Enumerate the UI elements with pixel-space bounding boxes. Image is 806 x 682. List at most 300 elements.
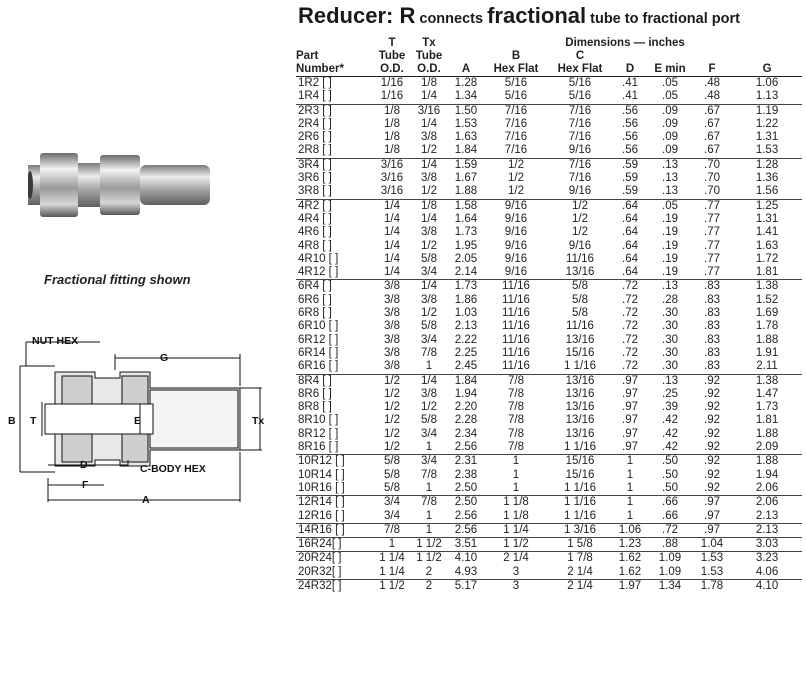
dim-e-min: .09 — [648, 104, 692, 118]
t-tube-od: 3/8 — [384, 293, 400, 306]
dim-d: .72 — [622, 293, 638, 306]
tx-tube-od: 7/8 — [421, 468, 437, 481]
table-row — [296, 510, 802, 524]
c-body-hex-label: C-BODY HEX — [140, 463, 206, 475]
dim-g: 1.06 — [732, 77, 802, 91]
tx-tube-od: 3/4 — [410, 455, 448, 469]
t-tube-od: 3/8 — [384, 333, 400, 346]
table-row — [296, 374, 802, 388]
dim-e-min: .42 — [662, 414, 678, 427]
dim-f: .48 — [692, 77, 732, 91]
dim-e-min: .09 — [662, 117, 678, 130]
t-tube-od: 1 — [374, 538, 410, 552]
table-row — [296, 388, 802, 401]
dim-g: 1.22 — [755, 117, 779, 130]
dim-a: 2.22 — [454, 333, 478, 346]
table-row — [296, 104, 802, 118]
dim-f: .92 — [704, 468, 720, 481]
dim-g: 2.11 — [756, 360, 778, 373]
tx-tube-od: 1/4 — [410, 158, 448, 172]
part-number: 8R8 [ ] — [298, 401, 332, 414]
tx-label: Tx — [252, 415, 265, 427]
e-label: E — [134, 415, 142, 427]
tx-tube-od: 1/2 — [421, 307, 437, 320]
photo-caption: Fractional fitting shown — [44, 272, 191, 287]
dim-f: .83 — [704, 307, 720, 320]
dim-f: .92 — [704, 387, 720, 400]
header-b: B — [511, 50, 521, 62]
dim-b-hex: 7/8 — [508, 401, 524, 414]
tx-tube-od: 3/4 — [421, 333, 437, 346]
table-row — [296, 496, 802, 510]
t-tube-od: 1/8 — [384, 131, 400, 144]
tx-tube-od: 3/8 — [421, 131, 437, 144]
tx-tube-od: 3/8 — [421, 387, 437, 400]
dim-f: 1.53 — [700, 565, 724, 578]
dim-e-min: .30 — [662, 360, 678, 373]
dim-g: 1.19 — [732, 104, 802, 118]
dim-a: 1.64 — [454, 212, 478, 225]
dim-b-hex: 9/16 — [484, 199, 548, 213]
table-row — [296, 144, 802, 158]
dim-e-min: 1.09 — [658, 565, 682, 578]
header-c-hex: Hex Flat — [548, 63, 612, 77]
part-number: 4R12 [ ] — [298, 266, 339, 279]
dim-f: .83 — [704, 320, 720, 333]
tx-tube-od: 5/8 — [421, 320, 437, 333]
tx-tube-od: 1/2 — [421, 144, 437, 157]
dim-g: 1.47 — [755, 387, 779, 400]
dim-d: .59 — [622, 185, 638, 198]
dim-b-hex: 7/16 — [504, 131, 528, 144]
dim-f: .77 — [692, 199, 732, 213]
table-row — [296, 414, 802, 427]
dim-b-hex: 1 1/2 — [484, 538, 548, 552]
dim-g: 3.03 — [732, 538, 802, 552]
dim-a: 1.28 — [448, 77, 484, 91]
dim-f: .77 — [704, 266, 720, 279]
dim-f: 1.78 — [692, 579, 732, 593]
tx-tube-od: 1/8 — [410, 199, 448, 213]
dim-e-min: .28 — [662, 293, 678, 306]
dim-d: 1.62 — [618, 565, 642, 578]
dim-b-hex: 11/16 — [484, 280, 548, 294]
part-number: 3R4 [ ] — [296, 158, 374, 172]
dim-g: 1.31 — [755, 131, 779, 144]
table-row — [296, 90, 802, 104]
dim-b-hex: 5/16 — [484, 77, 548, 91]
part-number: 4R2 [ ] — [296, 199, 374, 213]
header-e-min: E min — [648, 63, 692, 77]
g-label: G — [160, 352, 169, 364]
header-t: T — [388, 37, 396, 49]
t-tube-od: 3/8 — [384, 360, 400, 373]
dim-d: .97 — [622, 401, 638, 414]
dim-e-min: .30 — [662, 307, 678, 320]
dim-e-min: .88 — [648, 538, 692, 552]
dim-a: 1.84 — [448, 374, 484, 388]
header-d: D — [612, 63, 648, 77]
t-tube-od: 1/4 — [384, 212, 400, 225]
dim-c-hex: 13/16 — [548, 374, 612, 388]
dim-c-hex: 1/2 — [572, 212, 588, 225]
dim-c-hex: 13/16 — [565, 414, 595, 427]
tx-tube-od: 2 — [425, 565, 433, 578]
dim-e-min: .19 — [662, 252, 678, 265]
dim-f: .92 — [704, 427, 720, 440]
dimensions-table-container — [296, 37, 802, 593]
tx-tube-od: 1/4 — [421, 212, 437, 225]
dim-e-min: .13 — [648, 374, 692, 388]
dim-c-hex: 2 1/4 — [548, 579, 612, 593]
dim-d: 1.06 — [612, 523, 648, 537]
tx-tube-od: 7/8 — [421, 346, 437, 359]
dim-a: 1.67 — [454, 172, 478, 185]
dim-c-hex: 1 1/16 — [564, 360, 596, 373]
header-t-tube: Tube — [378, 50, 406, 62]
dim-e-min: .19 — [662, 226, 678, 239]
dim-g: 1.81 — [755, 266, 779, 279]
part-number: 10R14 [ ] — [298, 468, 345, 481]
part-number: 10R16 [ ] — [298, 481, 345, 494]
table-row — [296, 334, 802, 347]
part-number: 2R3 [ ] — [296, 104, 374, 118]
part-number: 8R4 [ ] — [296, 374, 374, 388]
table-row — [296, 482, 802, 496]
dim-f: .83 — [704, 293, 720, 306]
dim-a: 4.10 — [448, 552, 484, 566]
dim-c-hex: 13/16 — [565, 266, 595, 279]
dim-f: .83 — [704, 360, 720, 373]
dim-f: .77 — [704, 239, 720, 252]
dim-a: 1.73 — [454, 226, 478, 239]
t-tube-od: 7/8 — [374, 523, 410, 537]
dim-a: 1.34 — [454, 90, 478, 103]
part-number: 16R24[ ] — [296, 538, 374, 552]
dim-g: 1.88 — [755, 427, 779, 440]
dim-c-hex: 5/16 — [548, 77, 612, 91]
table-row — [296, 240, 802, 253]
tx-tube-od: 1/4 — [421, 117, 437, 130]
table-row — [296, 131, 802, 144]
dim-g: 1.72 — [755, 252, 779, 265]
dim-g: 1.52 — [755, 293, 779, 306]
part-number: 8R12 [ ] — [298, 427, 339, 440]
dimensions-table — [296, 37, 802, 593]
dim-c-hex: 9/16 — [568, 185, 592, 198]
dim-a: 2.56 — [454, 441, 478, 454]
dim-d: .72 — [622, 333, 638, 346]
dim-c-hex: 13/16 — [565, 387, 595, 400]
dim-b-hex: 3 — [512, 565, 520, 578]
dim-d: .56 — [622, 131, 638, 144]
part-number: 4R8 [ ] — [298, 239, 332, 252]
dim-f: 1.04 — [692, 538, 732, 552]
table-row — [296, 213, 802, 226]
dim-e-min: .19 — [662, 266, 678, 279]
page-title — [298, 3, 740, 29]
table-row — [296, 579, 802, 593]
part-number: 20R24[ ] — [296, 552, 374, 566]
dim-a: 2.25 — [454, 346, 478, 359]
dim-d: 1.23 — [612, 538, 648, 552]
dim-a: 4.93 — [454, 565, 478, 578]
header-g: G — [732, 63, 802, 77]
dim-d: 1 — [626, 481, 634, 494]
table-row — [296, 360, 802, 374]
tx-tube-od: 3/4 — [421, 427, 437, 440]
dim-c-hex: 7/16 — [548, 104, 612, 118]
dim-d: .97 — [622, 441, 638, 454]
dim-a: 2.56 — [448, 523, 484, 537]
dim-b-hex: 11/16 — [502, 360, 530, 373]
dim-e-min: 1.34 — [648, 579, 692, 593]
dim-e-min: .42 — [662, 427, 678, 440]
part-number: 10R12 [ ] — [296, 455, 374, 469]
dim-e-min: .19 — [662, 239, 678, 252]
t-tube-od: 5/8 — [384, 468, 400, 481]
dim-f: .67 — [704, 117, 720, 130]
t-tube-od: 1/4 — [374, 199, 410, 213]
tx-tube-od: 1/4 — [410, 374, 448, 388]
dim-d: .56 — [612, 104, 648, 118]
dim-b-hex: 1/2 — [508, 172, 524, 185]
t-tube-od: 1/2 — [384, 427, 400, 440]
table-row — [296, 77, 802, 91]
dim-c-hex: 1/2 — [572, 226, 588, 239]
dim-c-hex: 2 1/4 — [567, 565, 593, 578]
dim-c-hex: 1 1/16 — [548, 496, 612, 510]
dim-f: .97 — [692, 496, 732, 510]
dim-f: 1.53 — [692, 552, 732, 566]
dim-d: .97 — [622, 427, 638, 440]
dim-f: .67 — [692, 104, 732, 118]
dim-b-hex: 7/8 — [484, 374, 548, 388]
dim-e-min: .72 — [648, 523, 692, 537]
t-tube-od: 3/8 — [374, 280, 410, 294]
dim-a: 2.50 — [448, 496, 484, 510]
dim-g: 1.69 — [755, 307, 779, 320]
dim-c-hex: 15/16 — [548, 455, 612, 469]
dim-b-hex: 5/16 — [504, 90, 528, 103]
part-number: 8R10 [ ] — [298, 414, 339, 427]
dim-f: .77 — [704, 226, 720, 239]
dim-d: .64 — [622, 212, 638, 225]
t-tube-od: 3/16 — [380, 185, 404, 198]
dim-e-min: .13 — [662, 185, 678, 198]
tx-tube-od: 1 — [425, 360, 433, 373]
dim-d: .72 — [622, 307, 638, 320]
dim-b-hex: 2 1/4 — [484, 552, 548, 566]
dim-a: 2.56 — [454, 509, 478, 522]
dim-g: 1.81 — [755, 414, 779, 427]
t-tube-od: 1/2 — [384, 441, 400, 454]
dim-e-min: .13 — [648, 158, 692, 172]
dim-b-hex: 9/16 — [504, 252, 528, 265]
tx-tube-od: 7/8 — [410, 496, 448, 510]
part-number: 1R2 [ ] — [296, 77, 374, 91]
dim-d: .97 — [612, 374, 648, 388]
part-number: 6R8 [ ] — [298, 307, 332, 320]
dim-d: .59 — [612, 158, 648, 172]
dim-c-hex: 7/16 — [548, 158, 612, 172]
dim-a: 1.94 — [454, 387, 478, 400]
table-row — [296, 199, 802, 213]
t-label: T — [30, 415, 37, 427]
dim-c-hex: 9/16 — [568, 239, 592, 252]
title-main: Reducer: R — [298, 3, 416, 28]
part-number: 4R4 [ ] — [298, 212, 332, 225]
part-number: 6R6 [ ] — [298, 293, 332, 306]
dim-f: .83 — [704, 346, 720, 359]
dim-b-hex: 11/16 — [502, 293, 530, 306]
table-row — [296, 158, 802, 172]
dim-b-hex: 1 — [484, 455, 548, 469]
dim-b-hex: 11/16 — [502, 333, 530, 346]
dim-c-hex: 1 3/16 — [548, 523, 612, 537]
dim-g: 4.06 — [755, 565, 779, 578]
part-number: 8R6 [ ] — [298, 387, 332, 400]
dim-d: .56 — [622, 117, 638, 130]
dim-g: 2.09 — [755, 441, 779, 454]
dim-d: .64 — [622, 239, 638, 252]
dim-g: 2.13 — [755, 509, 779, 522]
dim-c-hex: 13/16 — [565, 401, 595, 414]
tx-tube-od: 1/2 — [421, 401, 437, 414]
dim-b-hex: 11/16 — [502, 346, 530, 359]
table-row — [296, 538, 802, 552]
t-tube-od: 3/8 — [384, 346, 400, 359]
part-number: 24R32[ ] — [296, 579, 374, 593]
dim-g: 1.38 — [732, 374, 802, 388]
t-tube-od: 1/2 — [384, 387, 400, 400]
t-tube-od: 1/16 — [374, 77, 410, 91]
table-row — [296, 172, 802, 185]
dim-d: 1 — [612, 455, 648, 469]
table-row — [296, 552, 802, 566]
dim-c-hex: 5/8 — [572, 293, 588, 306]
tx-tube-od: 1 — [425, 509, 433, 522]
title-fractional: fractional — [487, 3, 587, 28]
part-number: 14R16 [ ] — [296, 523, 374, 537]
table-row — [296, 347, 802, 360]
part-number: 12R16 [ ] — [298, 509, 345, 522]
part-number: 1R4 [ ] — [298, 90, 332, 103]
dim-b-hex: 9/16 — [504, 239, 528, 252]
dim-g: 1.31 — [755, 212, 779, 225]
dim-b-hex: 7/16 — [504, 117, 528, 130]
dim-f: .92 — [692, 455, 732, 469]
dim-d: 1.62 — [612, 552, 648, 566]
t-tube-od: 1/2 — [384, 414, 400, 427]
dim-c-hex: 11/16 — [566, 252, 594, 265]
dim-f: .97 — [704, 509, 720, 522]
dim-c-hex: 5/16 — [568, 90, 592, 103]
header-b-hex: Hex Flat — [484, 63, 548, 77]
part-number: 4R10 [ ] — [298, 252, 339, 265]
table-row — [296, 294, 802, 307]
part-number: 6R10 [ ] — [298, 320, 339, 333]
dim-e-min: .05 — [662, 90, 678, 103]
part-number: 8R16 [ ] — [298, 441, 339, 454]
dim-f: .67 — [704, 131, 720, 144]
dim-a: 2.34 — [454, 427, 478, 440]
t-tube-od: 1/8 — [374, 104, 410, 118]
table-row — [296, 185, 802, 199]
dim-b-hex: 3 — [484, 579, 548, 593]
dim-a: 1.53 — [454, 117, 478, 130]
dim-f: .97 — [692, 523, 732, 537]
dim-f: .83 — [704, 333, 720, 346]
f-label: F — [82, 479, 89, 491]
dim-g: 1.91 — [755, 346, 779, 359]
dim-d: .72 — [622, 346, 638, 359]
tx-tube-od: 3/8 — [421, 226, 437, 239]
header-part: Part — [296, 50, 319, 62]
dim-g: 2.06 — [755, 481, 779, 494]
header-a: A — [448, 63, 484, 77]
dim-g: 1.88 — [732, 455, 802, 469]
t-tube-od: 1/4 — [384, 226, 400, 239]
tx-tube-od: 3/4 — [421, 266, 437, 279]
t-tube-od: 3/4 — [374, 496, 410, 510]
dim-b-hex: 1 1/4 — [484, 523, 548, 537]
header-dimensions: Dimensions — inches — [565, 37, 685, 49]
dim-a: 2.28 — [454, 414, 478, 427]
dim-a: 2.31 — [448, 455, 484, 469]
tx-tube-od: 1 1/2 — [410, 552, 448, 566]
dim-g: 1.53 — [755, 144, 779, 157]
tx-tube-od: 1 — [410, 523, 448, 537]
dim-d: .59 — [622, 172, 638, 185]
dim-c-hex: 13/16 — [565, 427, 595, 440]
t-tube-od: 1 1/4 — [379, 565, 405, 578]
dim-b-hex: 9/16 — [504, 212, 528, 225]
dim-g: 4.10 — [732, 579, 802, 593]
table-row — [296, 266, 802, 280]
dim-d: 1 — [626, 468, 634, 481]
dim-g: 1.73 — [755, 401, 779, 414]
dim-a: 1.03 — [454, 307, 478, 320]
dim-a: 1.73 — [448, 280, 484, 294]
dim-f: .92 — [704, 481, 720, 494]
part-number: 6R14 [ ] — [298, 346, 339, 359]
dim-c-hex: 1 5/8 — [548, 538, 612, 552]
dim-d: 1 — [612, 496, 648, 510]
dim-c-hex: 11/16 — [566, 320, 594, 333]
dim-f: .83 — [692, 280, 732, 294]
dim-d: .72 — [622, 320, 638, 333]
dim-g: 2.13 — [732, 523, 802, 537]
table-row — [296, 566, 802, 580]
dim-d: .72 — [622, 360, 638, 373]
t-tube-od: 3/16 — [374, 158, 410, 172]
dim-f: .67 — [704, 144, 720, 157]
tx-tube-od: 1/2 — [421, 185, 437, 198]
dim-b-hex: 1 1/8 — [503, 509, 529, 522]
dim-g: 1.78 — [755, 320, 779, 333]
header-tx: Tx — [422, 37, 436, 49]
dim-b-hex: 7/16 — [504, 144, 528, 157]
dim-b-hex: 1/2 — [484, 158, 548, 172]
table-row — [296, 118, 802, 131]
dim-e-min: .50 — [662, 481, 678, 494]
dim-g: 1.38 — [732, 280, 802, 294]
part-number: 6R4 [ ] — [296, 280, 374, 294]
dim-f: .48 — [704, 90, 720, 103]
table-row — [296, 401, 802, 414]
tx-tube-od: 5/8 — [421, 414, 437, 427]
